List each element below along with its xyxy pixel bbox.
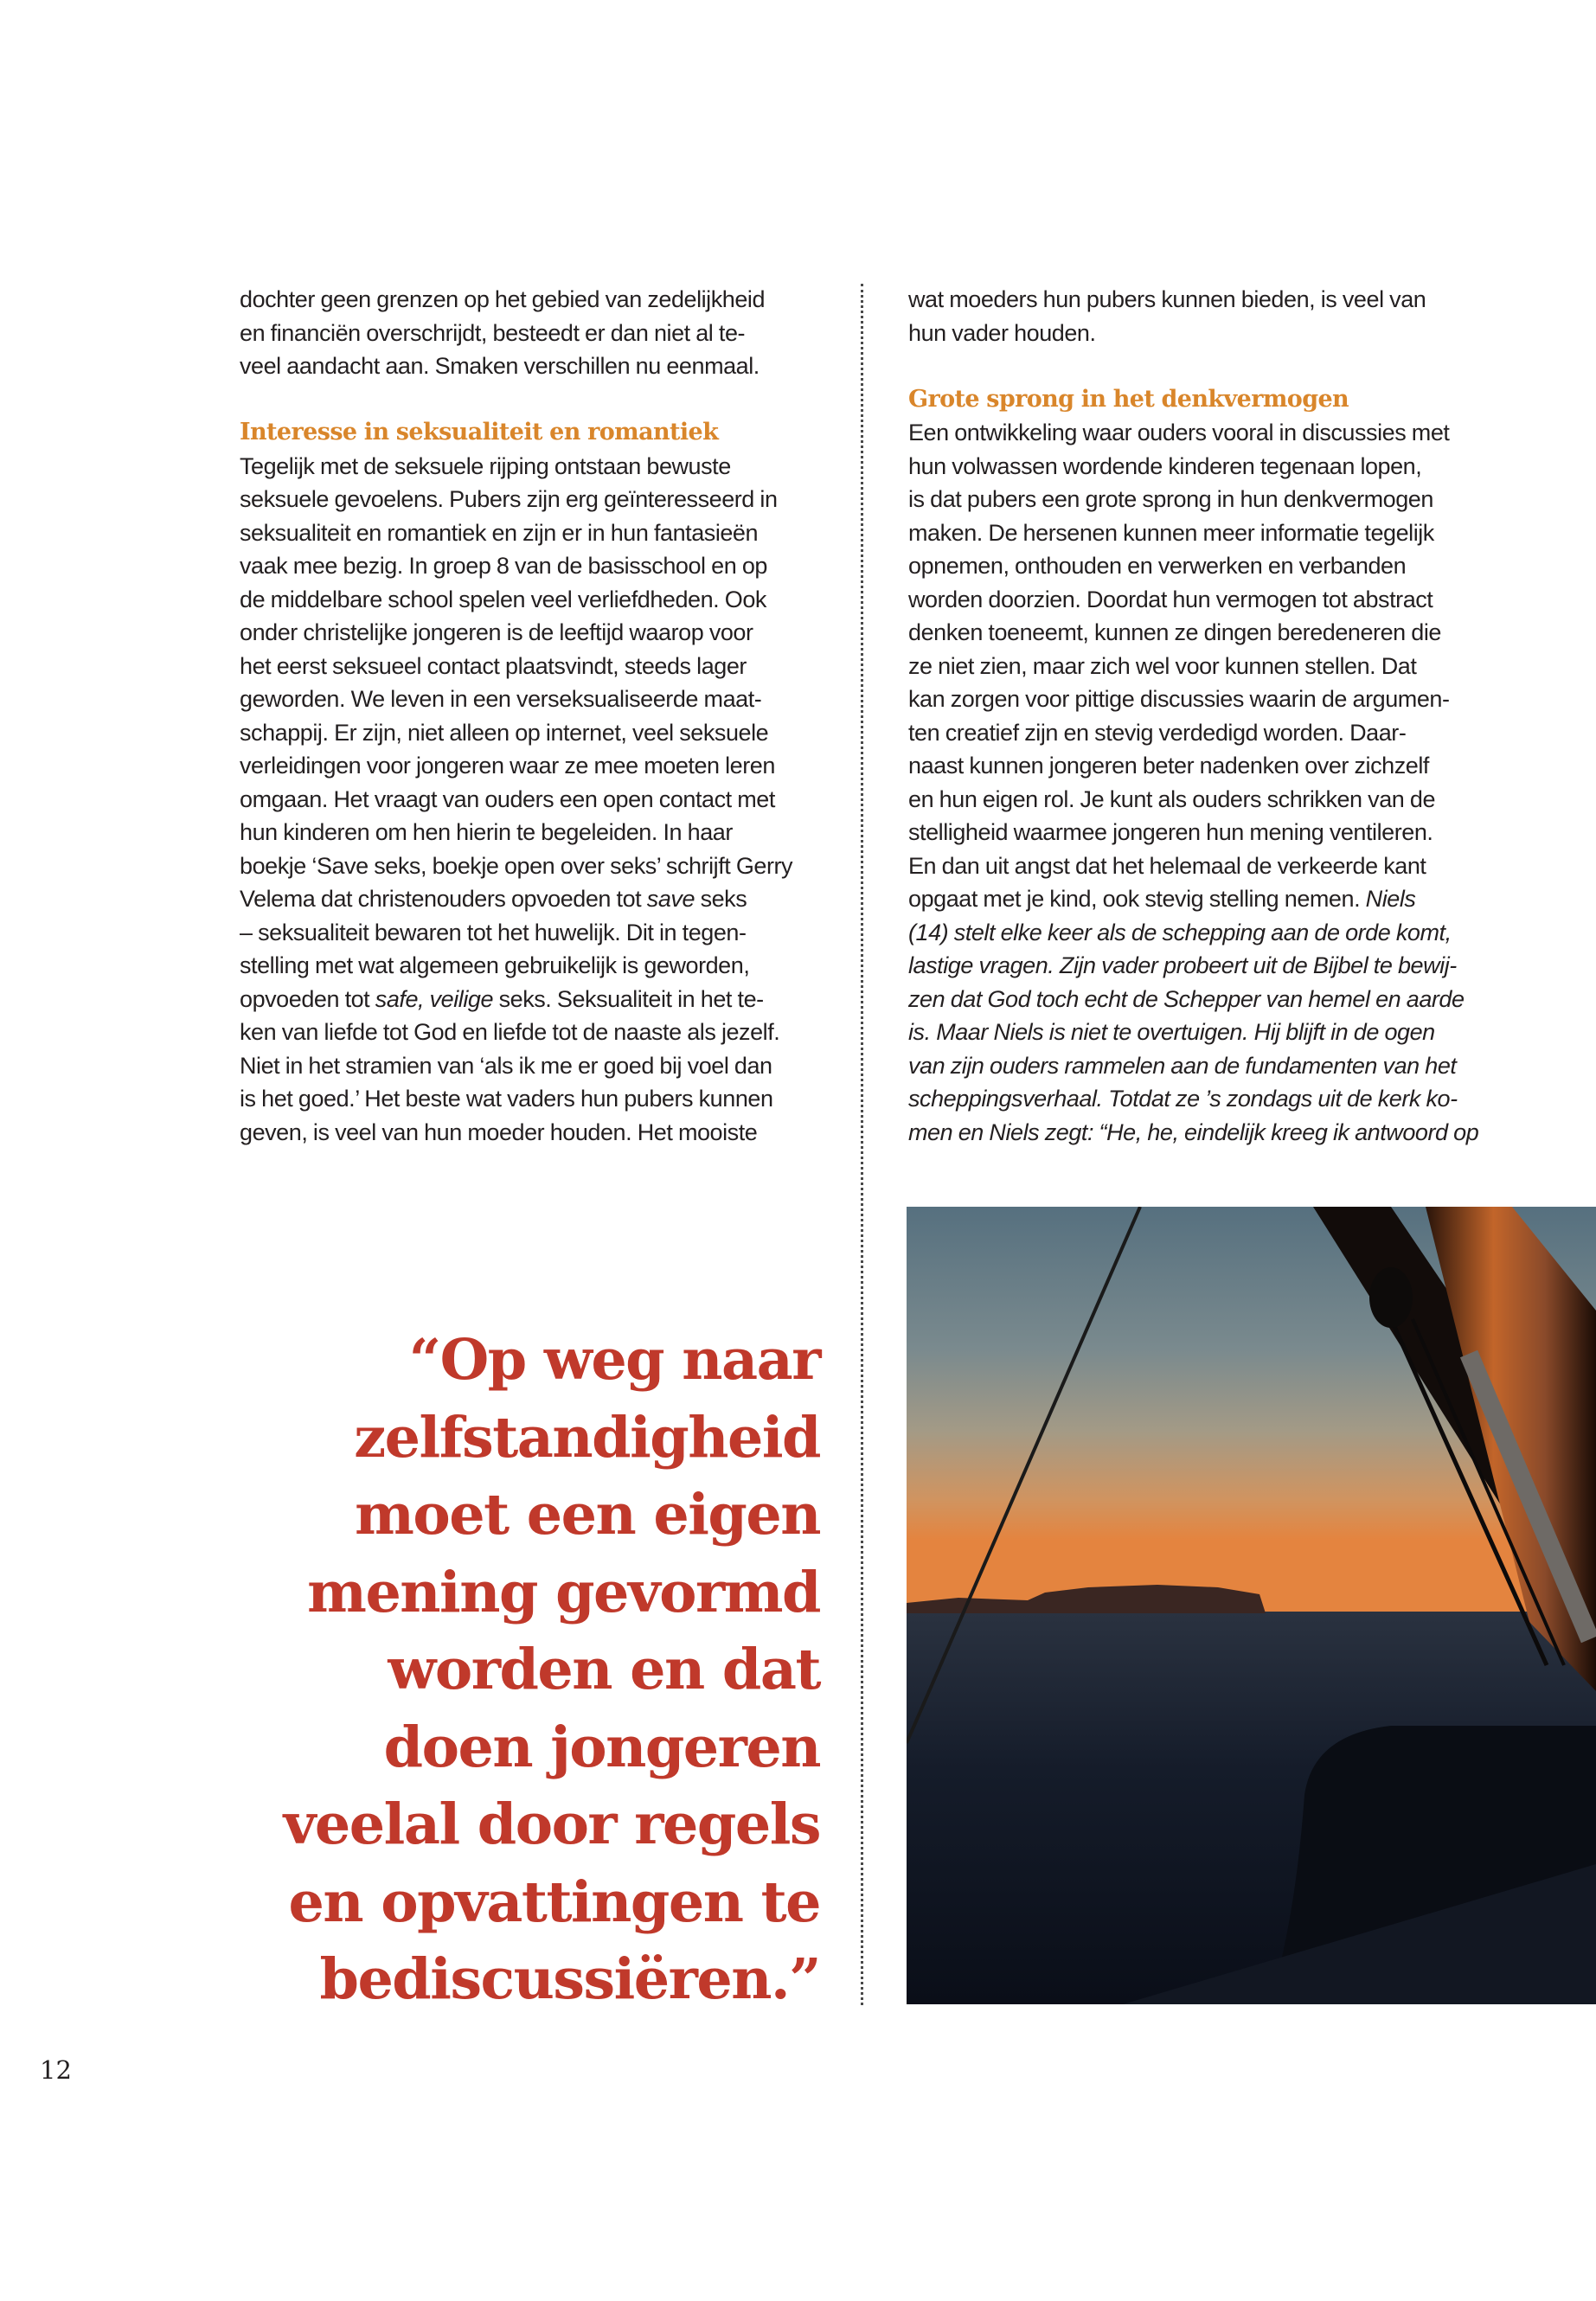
body-line: Een ontwikkeling waar ouders vooral in discussies met	[908, 420, 1450, 445]
body-line: naast kunnen jongeren beter nadenken over zichzelf	[908, 753, 1429, 779]
photo-illustration	[907, 1207, 1596, 2004]
body-line: geven, is veel van hun moeder houden. Het mooiste	[240, 1118, 758, 1145]
text-run: opvoeden tot	[240, 985, 375, 1012]
paragraph-gap	[908, 349, 1498, 383]
body-line: ken van liefde tot God en liefde tot de naaste als jezelf.	[240, 1019, 780, 1045]
right-column	[908, 283, 1498, 1149]
body-line: veel aandacht aan. Smaken verschillen nu eenmaal.	[240, 353, 760, 379]
italic-line	[908, 983, 1498, 1016]
body-line: en hun eigen rol. Je kunt als ouders schrikken van de	[908, 785, 1436, 812]
body-line: omgaan. Het vraagt van ouders een open contact met	[240, 785, 775, 812]
body-line: kan zorgen voor pittige discussies waarin de argumen-	[908, 686, 1450, 712]
text-run: opgaat met je kind, ook stevig stelling nemen.	[908, 886, 1366, 912]
pull-quote-line: mening gevormd	[307, 1559, 820, 1625]
body-line: ten creatief zijn en stevig verdedigd worden. Daar-	[908, 719, 1407, 746]
italic-anecdote: scheppingsverhaal. Totdat ze ’s zondags uit de kerk ko-	[908, 1086, 1458, 1112]
paragraph-gap	[240, 383, 821, 417]
italic-anecdote: (14) stelt elke keer als de schepping aan de orde komt,	[908, 919, 1452, 945]
body-line: hun volwassen wordende kinderen tegenaan lopen,	[908, 452, 1422, 479]
body-line: de middelbare school spelen veel verliefdheden. Ook	[240, 586, 766, 612]
left-column	[240, 283, 821, 1149]
section-heading-seksualiteit: Interesse in seksualiteit en romantiek	[240, 419, 719, 445]
body-line: en financiën overschrijdt, besteedt er dan niet al te-	[240, 319, 746, 346]
body-line: maken. De hersenen kunnen meer informatie tegelijk	[908, 519, 1434, 546]
section-heading-denkvermogen: Grote sprong in het denkvermogen	[908, 385, 1349, 413]
text-run: Velema dat christenouders opvoeden tot	[240, 886, 647, 912]
winch	[1369, 1267, 1413, 1328]
body-line: boekje ‘Save seks, boekje open over seks’ schrijft Gerry	[240, 852, 793, 879]
body-line	[240, 882, 821, 916]
body-line: verleidingen voor jongeren waar ze mee moeten leren	[240, 753, 775, 779]
italic-anecdote: is. Maar Niels is niet te overtuigen. Hij blijft in de ogen	[908, 1019, 1435, 1045]
body-line: dochter geen grenzen op het gebied van zedelijkheid	[240, 286, 766, 312]
column-divider	[861, 284, 863, 2005]
body-line: is dat pubers een grote sprong in hun denkvermogen	[908, 486, 1433, 512]
body-line: schappij. Er zijn, niet alleen op internet, veel seksuele	[240, 719, 769, 746]
pull-quote-line: en opvattingen te	[288, 1868, 820, 1935]
body-line: denken toeneemt, kunnen ze dingen beredeneren die	[908, 619, 1441, 645]
italic-line	[908, 1016, 1498, 1049]
body-line: stelligheid waarmee jongeren hun mening ventileren.	[908, 819, 1433, 845]
italic-anecdote: zen dat God toch echt de Schepper van hemel en aarde	[908, 985, 1465, 1012]
body-line: seksuele gevoelens. Pubers zijn erg geïnteresseerd in	[240, 486, 778, 512]
text-run: seks. Seksualiteit in het te-	[493, 985, 764, 1012]
body-line: opnemen, onthouden en verwerken en verbanden	[908, 553, 1407, 579]
body-line	[908, 882, 1498, 916]
text-run: seks	[695, 886, 747, 912]
italic-line	[908, 1082, 1498, 1116]
body-line: vaak mee bezig. In groep 8 van de basisschool en op	[240, 553, 767, 579]
body-line: hun kinderen om hen hierin te begeleiden. In haar	[240, 819, 733, 845]
body-line: stelling met wat algemeen gebruikelijk is geworden,	[240, 952, 750, 978]
body-line: geworden. We leven in een verseksualiseerde maat-	[240, 686, 762, 712]
body-line: worden doorzien. Doordat hun vermogen tot abstract	[908, 586, 1433, 612]
body-line	[240, 983, 821, 1016]
body-line: wat moeders hun pubers kunnen bieden, is veel van	[908, 286, 1426, 312]
italic-term: save	[646, 886, 695, 912]
italic-line	[908, 1116, 1498, 1150]
body-line: – seksualiteit bewaren tot het huwelijk. Dit in tegen-	[240, 919, 747, 945]
italic-line	[908, 949, 1498, 983]
pull-quote-line: moet een eigen	[355, 1482, 820, 1548]
italic-term: Niels	[1365, 886, 1416, 912]
body-line: is het goed.’ Het beste wat vaders hun pubers kunnen	[240, 1086, 773, 1112]
pull-quote-line: doen jongeren	[383, 1714, 820, 1780]
page-number: 12	[40, 2055, 72, 2085]
italic-term: safe, veilige	[375, 985, 494, 1012]
italic-anecdote: men en Niels zegt: “He, he, eindelijk kreeg ik antwoord op	[908, 1118, 1479, 1145]
body-line: Niet in het stramien van ‘als ik me er goed bij voel dan	[240, 1052, 772, 1079]
pull-quote-line: “Op weg naar	[408, 1327, 820, 1393]
body-line: seksualiteit en romantiek en zijn er in hun fantasieën	[240, 519, 759, 546]
pull-quote-line: worden en dat	[388, 1637, 820, 1702]
body-line: het eerst seksueel contact plaatsvindt, steeds lager	[240, 652, 747, 679]
body-line: Tegelijk met de seksuele rijping ontstaan bewuste	[240, 452, 731, 479]
italic-anecdote: lastige vragen. Zijn vader probeert uit de Bijbel te bewij-	[908, 952, 1457, 978]
body-line: ze niet zien, maar zich wel voor kunnen stellen. Dat	[908, 652, 1417, 679]
pull-quote	[260, 1322, 820, 2019]
body-line: En dan uit angst dat het helemaal de verkeerde kant	[908, 852, 1426, 879]
italic-line	[908, 1049, 1498, 1083]
pull-quote-line: zelfstandigheid	[354, 1404, 820, 1471]
body-line: onder christelijke jongeren is de leeftijd waarop voor	[240, 619, 753, 645]
body-line: hun vader houden.	[908, 319, 1096, 346]
pull-quote-line: veelal door regels	[283, 1791, 820, 1857]
pull-quote-line: bediscussiëren.”	[319, 1946, 820, 2012]
sunset-sailing-photo	[907, 1207, 1596, 2004]
italic-anecdote: van zijn ouders rammelen aan de fundamenten van het	[908, 1052, 1457, 1079]
italic-line	[908, 916, 1498, 950]
